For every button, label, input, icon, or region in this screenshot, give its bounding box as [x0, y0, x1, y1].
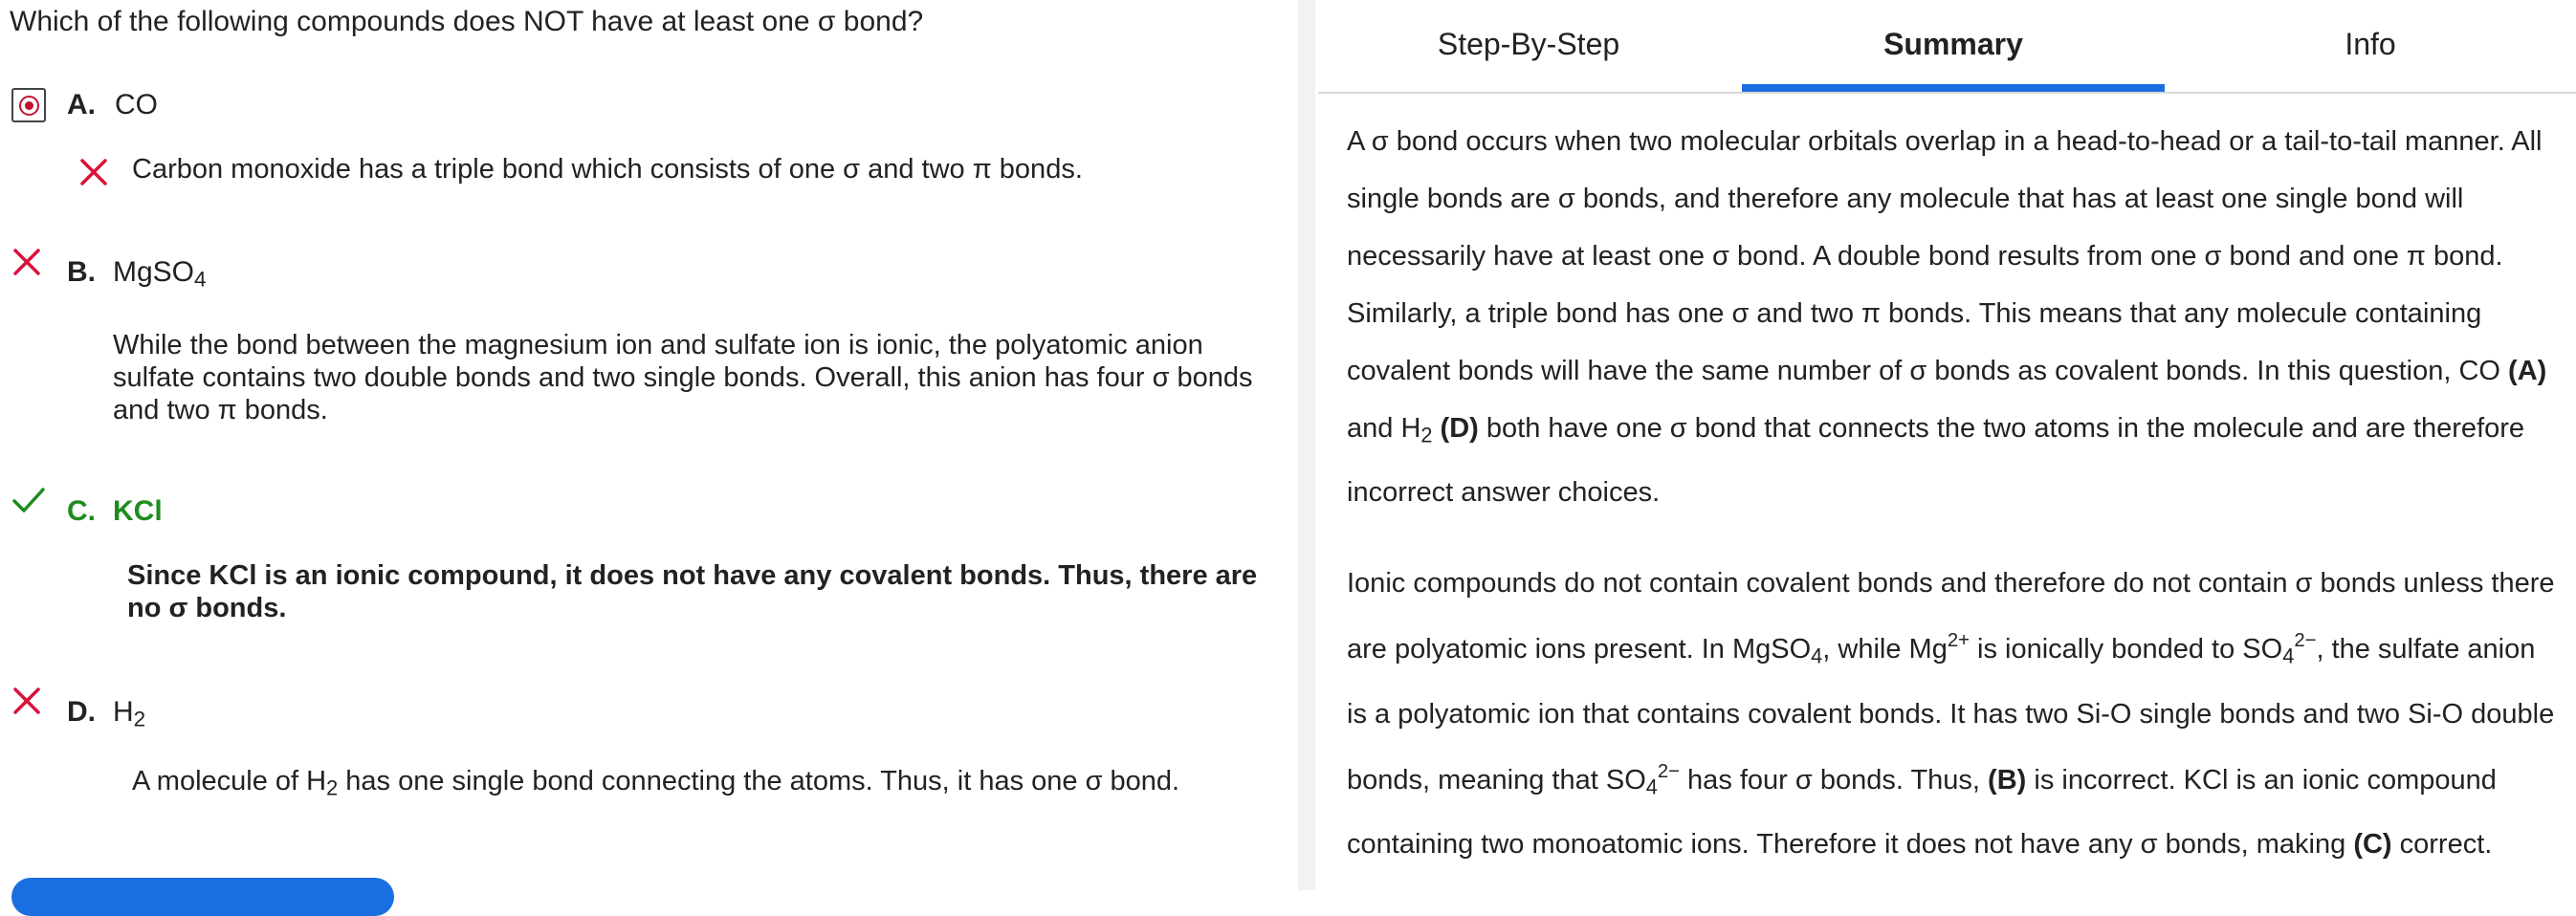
- question-panel: [0, 0, 1298, 890]
- option-b-text[interactable]: MgSO$_4$: [113, 256, 207, 292]
- option-a-text[interactable]: CO: [115, 89, 158, 120]
- incorrect-x-icon: [78, 157, 109, 187]
- tab-bar-rule: [1318, 92, 2576, 94]
- summary-paragraph-2: Ionic compounds do not contain covalent bonds and therefore do not contain σ bonds unless there are polyatomic ions present. In MgSO$_4$, while $Mg^{2+}$ is ionically bonded to $SO_4^{2-}$, the sulfate anion is a polyatomic ion that contains covalent bonds. It has two Si-O single bonds and two Si-O double bonds, meaning that $SO_4^{2-}$ has four σ bonds. Thus, (B) is incorrect. KCl is an ionic compound containing two monoatomic ions. Therefore it does not have any σ bonds, making (C) correct.: [1347, 568, 2555, 861]
- continue-button[interactable]: [11, 878, 394, 916]
- tab-summary[interactable]: Summary: [1883, 27, 2023, 61]
- option-d-letter[interactable]: D.: [67, 696, 96, 728]
- incorrect-x-icon: [11, 247, 42, 277]
- question-text: Which of the following compounds does NOT have at least one σ bond?: [10, 6, 924, 37]
- option-d-text[interactable]: $H_2$: [113, 696, 146, 731]
- correct-check-icon: [11, 486, 46, 514]
- selected-answer-radio[interactable]: [11, 88, 46, 122]
- option-c-letter[interactable]: C.: [67, 495, 96, 527]
- option-a-letter[interactable]: A.: [67, 89, 96, 120]
- option-b-letter[interactable]: B.: [67, 256, 96, 288]
- explanation-panel: [1315, 0, 2576, 890]
- summary-paragraph-1: A σ bond occurs when two molecular orbitals overlap in a head-to-head or a tail-to-tail manner. All single bonds are σ bonds, and therefore any molecule that has at least one single bond will necessarily have at least one σ bond. A double bond results from one σ bond and one π bond. Similarly, a triple bond has one σ and two π bonds. This means that any molecule containing covalent bonds will have the same number of σ bonds as covalent bonds. In this question, CO (A) and $H_2$ (D) both have one σ bond that connects the two atoms in the molecule and are therefore incorrect answer choices.: [1347, 126, 2547, 509]
- radio-selected-indicator: [19, 96, 39, 116]
- option-c-text[interactable]: KCl: [113, 495, 163, 527]
- tab-step-by-step[interactable]: Step-By-Step: [1437, 27, 1620, 61]
- option-b-explanation: While the bond between the magnesium ion and sulfate ion is ionic, the polyatomic anion sulfate contains two double bonds and two single bonds. Overall, this anion has four σ bonds and two π bonds.: [113, 330, 1253, 425]
- option-c-explanation: Since KCl is an ionic compound, it does not have any covalent bonds. Thus, there are no σ bonds.: [127, 560, 1258, 623]
- active-tab-indicator: [1742, 84, 2165, 92]
- incorrect-x-icon: [11, 686, 42, 716]
- option-a-explanation: Carbon monoxide has a triple bond which consists of one σ and two π bonds.: [132, 154, 1083, 185]
- option-d-explanation: A molecule of $H_2$ has one single bond connecting the atoms. Thus, it has one σ bond.: [132, 766, 1180, 800]
- tab-info[interactable]: Info: [2345, 27, 2396, 61]
- panel-divider: [1298, 0, 1315, 890]
